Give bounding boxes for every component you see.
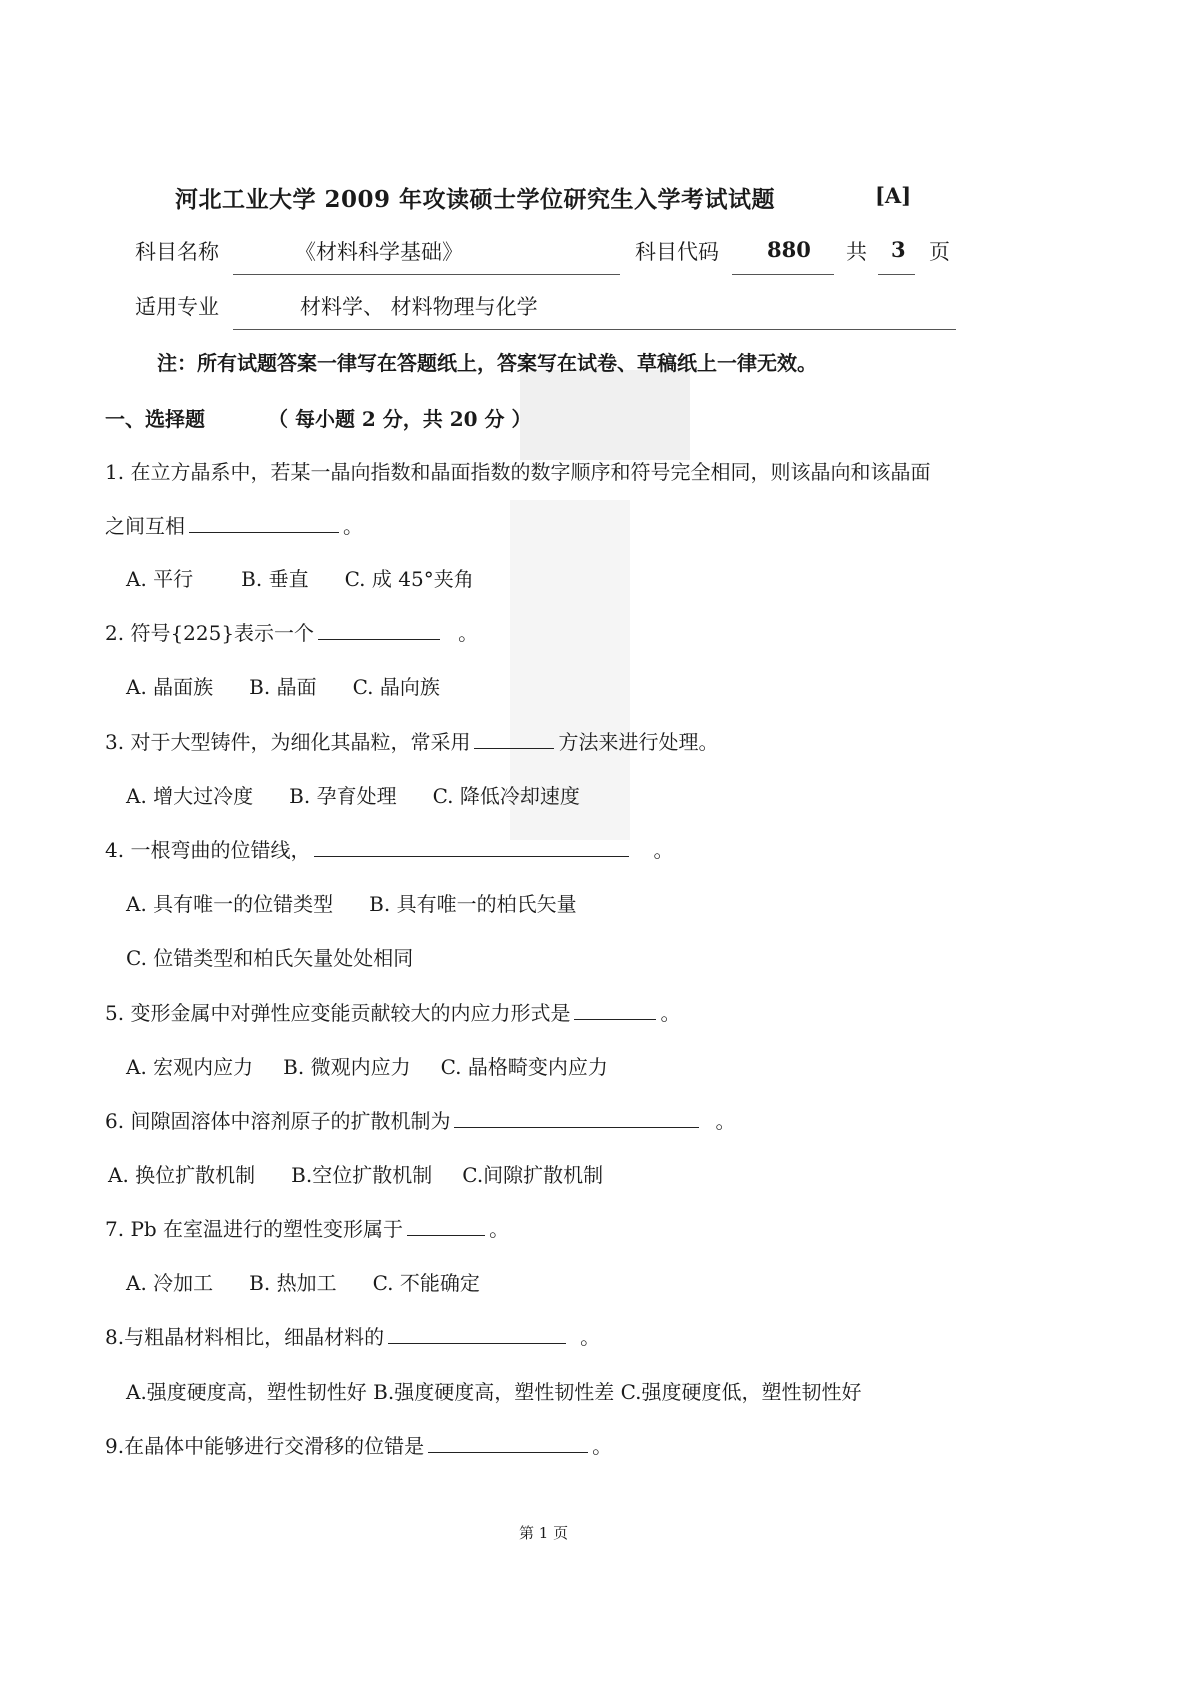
- pages-prefix: 共: [846, 240, 867, 264]
- option: B. 晶面: [249, 675, 317, 699]
- question-6: [105, 1105, 735, 1134]
- option: C. 位错类型和柏氏矢量处处相同: [126, 946, 414, 970]
- question-3: [105, 726, 718, 755]
- option: B. 垂直: [241, 567, 309, 591]
- answer-blank: [407, 1215, 485, 1236]
- question-2: [105, 617, 478, 646]
- question-4-options: [126, 888, 577, 917]
- option: B.空位扩散机制: [291, 1163, 433, 1187]
- page-number: 第 1 页: [519, 1524, 569, 1542]
- question-text: 7. Pb 在室温进行的塑性变形属于: [105, 1217, 404, 1241]
- question-4-options-line2: [126, 942, 413, 971]
- question-1-line2: [105, 510, 363, 539]
- option: A. 平行: [126, 567, 194, 591]
- option: B. 微观内应力: [283, 1055, 411, 1079]
- answer-blank: [318, 619, 440, 640]
- question-5: [105, 997, 680, 1026]
- pages-count: 3: [891, 237, 906, 262]
- exam-note: 注：所有试题答案一律写在答题纸上，答案写在试卷、草稿纸上一律无效。: [157, 351, 817, 375]
- subject-underline: [233, 274, 620, 275]
- option: A. 冷加工: [126, 1271, 214, 1295]
- question-6-options: [108, 1159, 603, 1188]
- answer-blank: [474, 728, 554, 749]
- option: A. 增大过冷度: [126, 784, 254, 808]
- answer-blank: [454, 1107, 699, 1128]
- option: B. 热加工: [249, 1271, 337, 1295]
- question-8: [105, 1321, 600, 1350]
- option: C.间隙扩散机制: [462, 1163, 604, 1187]
- pages-underline: [878, 274, 915, 275]
- section-scoring: （ 每小题 2 分，共 20 分 ）: [268, 407, 532, 431]
- subject-name: 《材料科学基础》: [295, 240, 463, 264]
- pages-suffix: 页: [929, 240, 950, 264]
- option: A. 换位扩散机制: [108, 1163, 256, 1187]
- option: C. 成 45°夹角: [344, 567, 474, 591]
- section-title: 一、选择题: [105, 407, 205, 431]
- major-label: 适用专业: [135, 295, 219, 319]
- question-end: 。: [592, 1434, 613, 1458]
- question-end: 方法来进行处理。: [558, 730, 719, 754]
- answer-blank: [314, 836, 629, 857]
- exam-title: 河北工业大学 2009 年攻读硕士学位研究生入学考试试题: [175, 186, 776, 213]
- question-8-options: [126, 1376, 862, 1405]
- question-text: 6. 间隙固溶体中溶剂原子的扩散机制为: [105, 1109, 451, 1133]
- question-text: 9.在晶体中能够进行交滑移的位错是: [105, 1434, 425, 1458]
- option: C. 降低冷却速度: [432, 784, 580, 808]
- answer-blank: [574, 999, 656, 1020]
- answer-blank: [428, 1432, 588, 1453]
- question-3-options: [126, 780, 580, 809]
- option: C. 不能确定: [372, 1271, 480, 1295]
- question-text: 4. 一根弯曲的位错线，: [105, 838, 311, 862]
- question-text: 3. 对于大型铸件，为细化其晶粒，常采用: [105, 730, 471, 754]
- option: C. 晶向族: [352, 675, 440, 699]
- answer-blank: [189, 512, 339, 533]
- question-text: 5. 变形金属中对弹性应变能贡献较大的内应力形式是: [105, 1001, 571, 1025]
- question-5-options: [126, 1051, 608, 1080]
- question-7: [105, 1213, 509, 1242]
- question-end: 。: [715, 1109, 736, 1133]
- question-text: 8.与粗晶材料相比，细晶材料的: [105, 1325, 385, 1349]
- option: B. 孕育处理: [289, 784, 397, 808]
- option: B. 具有唯一的柏氏矢量: [369, 892, 577, 916]
- question-7-options: [126, 1267, 480, 1296]
- major-underline: [233, 329, 956, 330]
- question-end: 。: [489, 1217, 510, 1241]
- question-text: 2. 符号{225}表示一个: [105, 621, 315, 645]
- scan-shade: [520, 370, 690, 460]
- answer-blank: [388, 1323, 566, 1344]
- question-4: [105, 834, 673, 863]
- question-end: 。: [343, 514, 363, 538]
- question-end: 。: [458, 621, 479, 645]
- code-value: 880: [767, 237, 811, 262]
- question-text: 之间互相: [105, 514, 185, 538]
- option: A. 晶面族: [126, 675, 214, 699]
- code-underline: [732, 274, 834, 275]
- code-label: 科目代码: [635, 240, 719, 264]
- question-1-options: [126, 563, 474, 592]
- paper-tag: [A]: [875, 183, 912, 208]
- major-value: 材料学、 材料物理与化学: [300, 295, 538, 319]
- question-end: 。: [580, 1325, 601, 1349]
- option: A.强度硬度高，塑性韧性好 B.强度硬度高，塑性韧性差 C.强度硬度低，塑性韧性好: [126, 1380, 862, 1404]
- question-9: [105, 1430, 612, 1459]
- question-end: 。: [660, 1001, 681, 1025]
- option: A. 宏观内应力: [126, 1055, 254, 1079]
- question-1-line1: 1. 在立方晶系中，若某一晶向指数和晶面指数的数字顺序和符号完全相同，则该晶向和该晶面: [105, 460, 931, 484]
- option: C. 晶格畸变内应力: [440, 1055, 608, 1079]
- subject-label: 科目名称: [135, 240, 219, 264]
- question-2-options: [126, 671, 440, 700]
- option: A. 具有唯一的位错类型: [126, 892, 334, 916]
- question-end: 。: [653, 838, 674, 862]
